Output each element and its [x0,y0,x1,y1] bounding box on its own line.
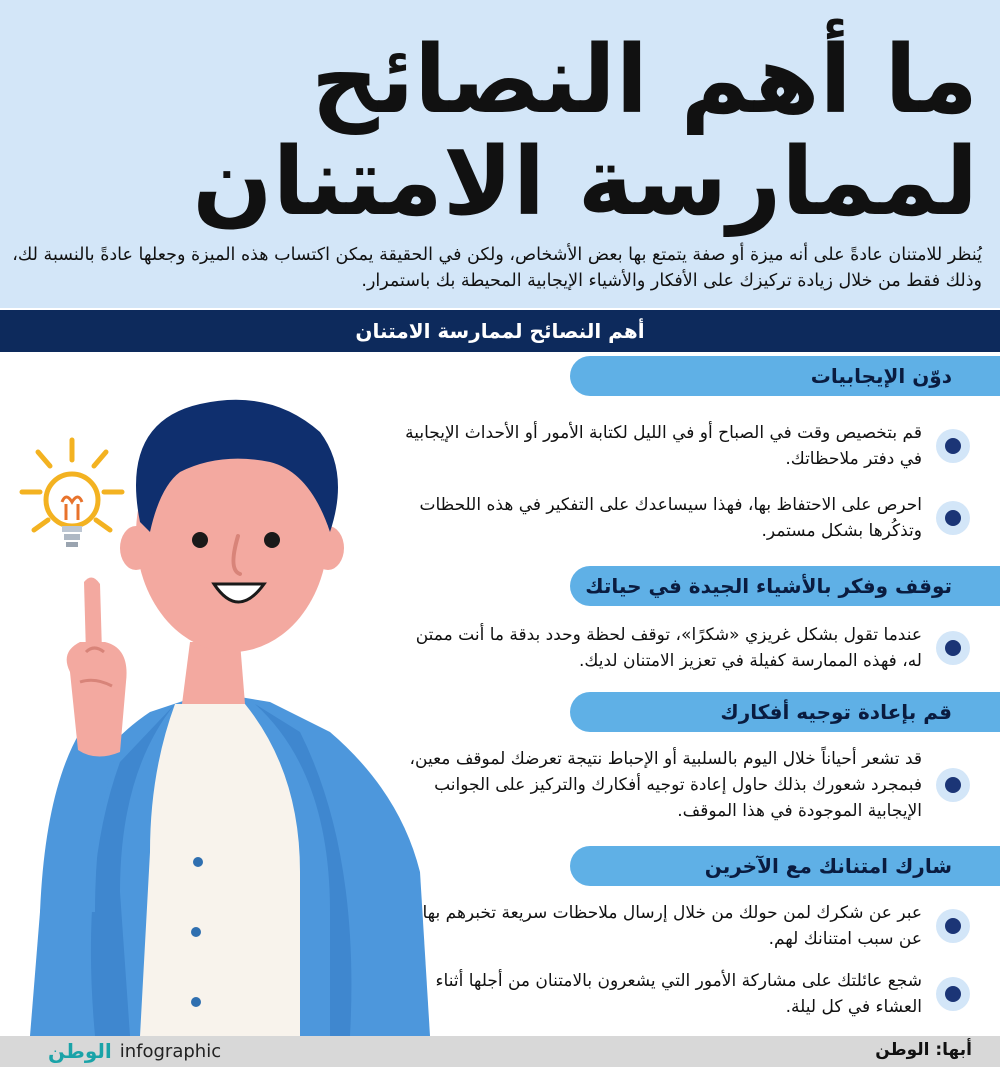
main-heading: أهم النصائح لممارسة الامتنان [355,319,645,343]
tip-text: قم بتخصيص وقت في الصباح أو في الليل لكتابة الأمور أو الأحداث الإيجابية في دفتر ملاحظاتك. [405,423,922,469]
tip-text: شجع عائلتك على مشاركة الأمور التي يشعرون بالامتنان من أجلها أثناء العشاء في كل ليلة. [435,971,922,1017]
brand-label: infographic [119,1040,222,1062]
tip-3-1 [400,746,970,824]
section-heading-4: شارك امتنانك مع الآخرين [704,854,952,878]
intro-paragraph: يُنظر للامتنان عادةً على أنه ميزة أو صفة يتمتع بها بعض الأشخاص، ولكن في الحقيقة يمكن اكتساب هذه الميزة وجعلها عادةً بالنسبة لك، وذلك فقط من خلال زيادة تركيزك على الأفكار والأشياء الإيجابية المحيطة بك باستمرار. [12,245,982,291]
bullet-dot-icon [936,909,970,943]
tip-text: احرص على الاحتفاظ بها، فهذا سيساعدك على التفكير في هذه اللحظات وتذكُرها بشكل مستمر. [419,495,922,541]
footer-source: أبها: الوطن [875,1040,972,1060]
tip-1-1 [400,420,970,472]
title-line-2: لممارسة الامتنان [192,128,978,237]
section-header-4 [570,846,1000,886]
section-header-3 [570,692,1000,732]
main-heading-bar [0,310,1000,352]
bullet-dot-icon [936,631,970,665]
tip-2-1 [400,622,970,674]
footer-brand [48,1039,221,1063]
tip-text: قد تشعر أحياناً خلال اليوم بالسلبية أو الإحباط نتيجة تعرضك لموقف معين، فبمجرد شعورك بذلك حاول إعادة توجيه أفكارك والتركيز على الجوانب الإيجابية الموجودة في هذا الموقف. [409,749,922,821]
man-pointing-up-illustration [0,352,430,1036]
bullet-dot-icon [936,977,970,1011]
bullet-dot-icon [936,501,970,535]
bullet-dot-icon [936,429,970,463]
footer-bar [0,1036,1000,1067]
tip-4-2 [400,968,970,1020]
brand-logo: الوطن [48,1039,112,1063]
section-heading-1: دوّن الإيجابيات [810,364,952,388]
tip-text: عندما تقول بشكل غريزي «شكرًا»، توقف لحظة وحدد بدقة ما أنت ممتن له، فهذه الممارسة كفيلة في تعزيز الامتنان لديك. [415,625,922,671]
title-line-1: ما أهم النصائح [311,26,978,135]
bullet-dot-icon [936,768,970,802]
lightbulb-icon [22,440,122,547]
section-heading-2: توقف وفكر بالأشياء الجيدة في حياتك [585,574,952,598]
tip-1-2 [400,492,970,544]
page-title [18,26,978,237]
section-header-1 [570,356,1000,396]
section-heading-3: قم بإعادة توجيه أفكارك [720,700,952,724]
tip-text: عبر عن شكرك لمن حولك من خلال إرسال ملاحظات سريعة تخبرهم بها عن سبب امتنانك لهم. [422,903,922,949]
section-header-2 [570,566,1000,606]
tip-4-1 [400,900,970,952]
